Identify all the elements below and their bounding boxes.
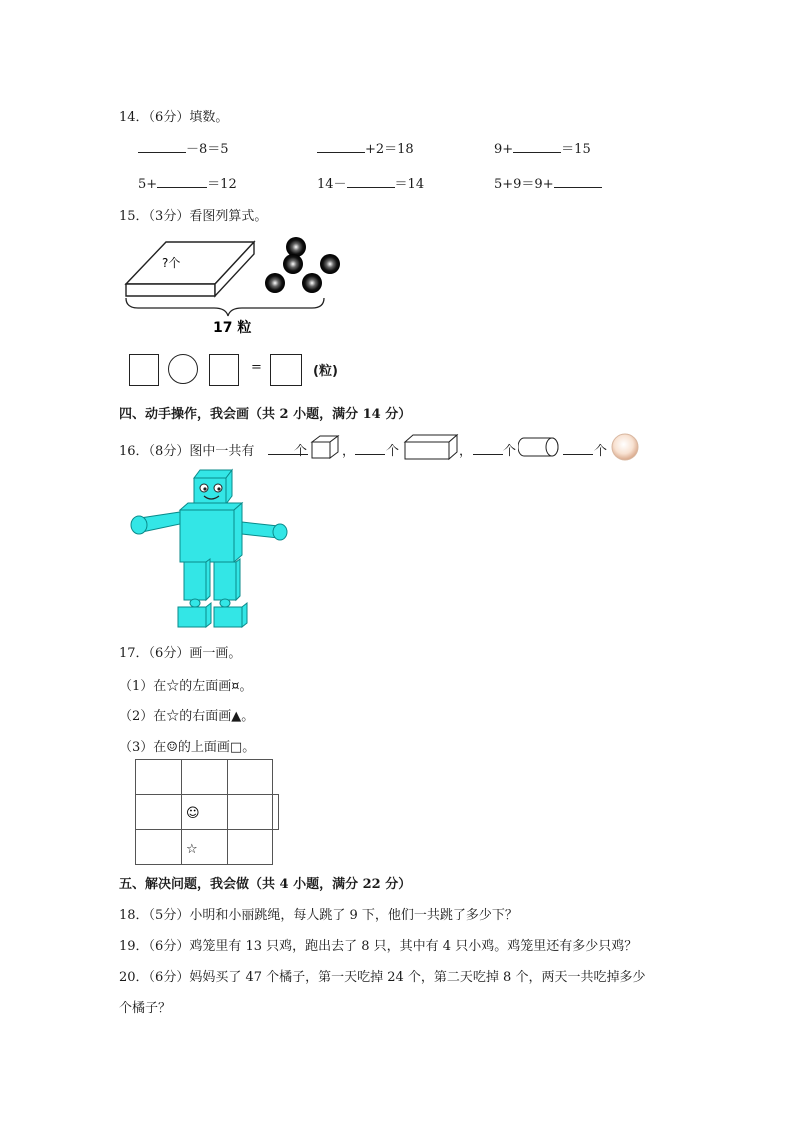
- candy: [286, 237, 306, 257]
- candy-pieces: [265, 237, 340, 293]
- answer-box-2[interactable]: [209, 354, 239, 386]
- total-brace: [126, 298, 324, 316]
- star-symbol: ☆: [186, 842, 198, 857]
- drawing-grid[interactable]: [134, 758, 284, 868]
- answer-blank[interactable]: [317, 140, 365, 153]
- q18-text: 18．（5分）小明和小丽跳绳，每人跳了 9 下，他们一共跳了多少下？: [119, 908, 518, 923]
- smiley-symbol: ☺: [186, 806, 200, 821]
- answer-blank-cuboid[interactable]: [355, 442, 385, 455]
- q16-prefix: 16．（8分）图中一共有: [119, 444, 255, 459]
- q15-figure: [118, 236, 348, 338]
- answer-blank[interactable]: [157, 175, 207, 188]
- answer-blank[interactable]: [138, 140, 186, 153]
- unit-ge: 个: [294, 444, 308, 459]
- q17-header: 17．（6分）画一画。: [119, 646, 242, 661]
- q15-header: 15．（3分）看图列算式。: [119, 209, 268, 224]
- answer-blank-sphere[interactable]: [563, 442, 593, 455]
- answer-blank-cylinder[interactable]: [473, 442, 503, 455]
- q20-text-line2: 个橘子？: [119, 1001, 172, 1016]
- q20-text-line1: 20．（6分）妈妈买了 47 个橘子，第一天吃掉 24 个，第二天吃掉 8 个，两天一共吃掉多少: [119, 970, 646, 985]
- answer-box-result[interactable]: [270, 354, 302, 386]
- section5-title: 五、解决问题，我会做（共 4 小题，满分 22 分）: [119, 877, 412, 892]
- q17-item-3: （3）在☺的上面画□。: [119, 740, 256, 755]
- section4-title: 四、动手操作，我会画（共 2 小题，满分 14 分）: [119, 407, 412, 422]
- total-label: 17 粒: [213, 320, 252, 336]
- q17-item-2: （2）在☆的右面画▲。: [119, 709, 255, 724]
- unit-ge: 个: [386, 444, 400, 459]
- answer-box-1[interactable]: [129, 354, 159, 386]
- comma: ，: [459, 444, 473, 459]
- q17-item-1: （1）在☆的左面画¤。: [119, 679, 253, 694]
- q14-eq2: +2＝18: [317, 138, 414, 157]
- candy: [320, 254, 340, 274]
- answer-blank[interactable]: [513, 140, 561, 153]
- q14-eq6: 5+9＝9+: [494, 173, 602, 192]
- answer-blank[interactable]: [347, 175, 395, 188]
- cuboid-icon: [402, 433, 460, 461]
- q14-header: 14．（6分）填数。: [119, 110, 229, 125]
- comma: ，: [342, 444, 356, 459]
- q14-eq5: 14－ ＝14: [317, 177, 425, 192]
- sphere-icon: [610, 432, 640, 462]
- q14-eq1: －8＝5: [138, 138, 229, 157]
- answer-blank[interactable]: [554, 175, 602, 188]
- box-label: ?个: [162, 256, 181, 270]
- q19-text: 19．（6分）鸡笼里有 13 只鸡，跑出去了 8 只，其中有 4 只小鸡。鸡笼里还有多少只鸡？: [119, 939, 638, 954]
- candy: [302, 273, 322, 293]
- unit-label: (粒): [313, 364, 338, 379]
- unit-ge: 个: [503, 444, 517, 459]
- candy-box-illustration: [126, 242, 254, 296]
- unit-ge: 个: [594, 444, 608, 459]
- candy: [265, 273, 285, 293]
- equals-sign: =: [251, 360, 262, 375]
- robot-illustration: [118, 466, 294, 632]
- candy: [283, 254, 303, 274]
- q14-eq3: 9+ ＝15: [494, 142, 591, 157]
- cube-icon: [309, 434, 343, 460]
- operator-circle[interactable]: [168, 354, 198, 384]
- cylinder-icon: [518, 436, 560, 458]
- q14-eq4: 5+ ＝12: [138, 177, 237, 192]
